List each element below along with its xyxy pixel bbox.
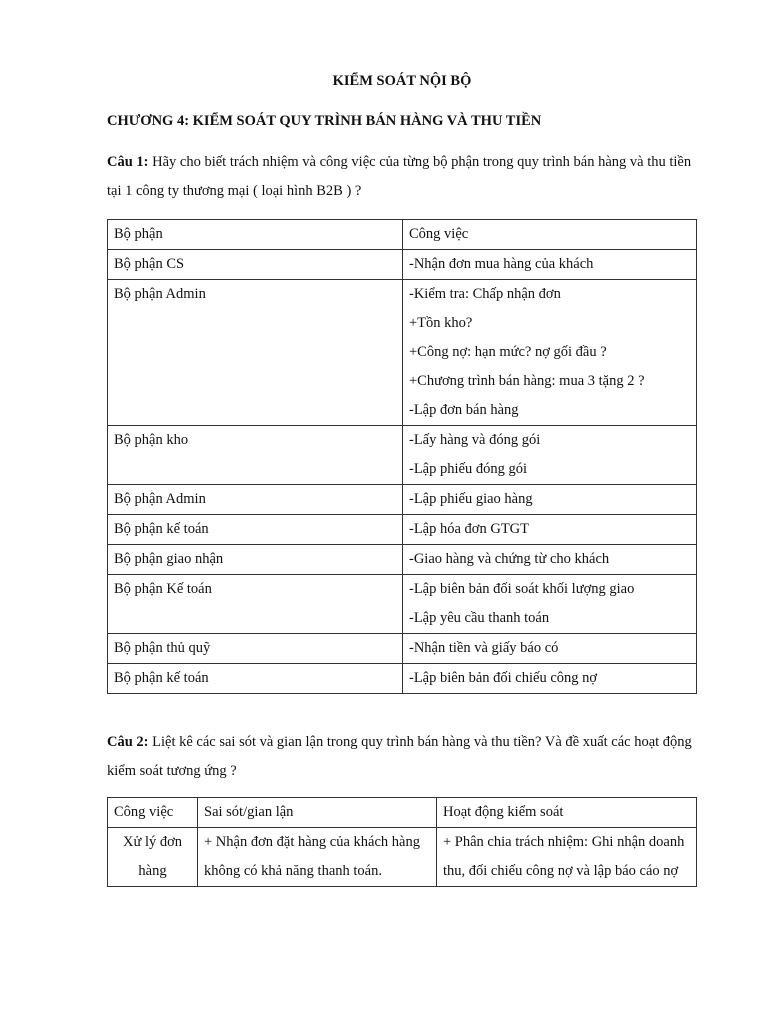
table-row [108, 426, 697, 485]
header-tasks: Công việc [403, 220, 697, 250]
tasks-cell [403, 280, 697, 426]
task-line: -Lập biên bản đối soát khối lượng giao [409, 581, 635, 597]
task-line: +Chương trình bán hàng: mua 3 tặng 2 ? [409, 373, 645, 389]
task-line: -Lập phiếu đóng gói [409, 461, 527, 477]
header-dept: Bộ phận [108, 220, 403, 250]
table-row [108, 634, 697, 664]
task-line: +Công nợ: hạn mức? nợ gối đầu ? [409, 344, 607, 360]
table-header-row [108, 798, 697, 828]
task-line: -Lấy hàng và đóng gói [409, 432, 541, 448]
task-cell: Xử lý đơn hàng [108, 828, 198, 887]
table-row [108, 280, 697, 426]
table-row [108, 250, 697, 280]
tasks-cell [403, 426, 697, 485]
errors-cell: + Nhận đơn đặt hàng của khách hàng không có khả năng thanh toán. [198, 828, 437, 887]
table-row [108, 575, 697, 634]
question-1-text: Hãy cho biết trách nhiệm và công việc của từng bộ phận trong quy trình bán hàng và thu tiền tại 1 công ty thương mại ( loại hình B2B ) ? [107, 154, 692, 199]
task-line: -Lập phiếu giao hàng [409, 491, 533, 507]
question-1-label: Câu 1: [107, 154, 149, 170]
question-2-text: Liệt kê các sai sót và gian lận trong quy trình bán hàng và thu tiền? Và đề xuất các hoạt động kiểm soát tương ứng ? [107, 734, 692, 779]
header-controls: Hoạt động kiểm soát [437, 798, 697, 828]
controls-cell: + Phân chia trách nhiệm: Ghi nhận doanh thu, đối chiếu công nợ và lập báo cáo nợ [437, 828, 697, 887]
tasks-cell [403, 575, 697, 634]
table-row [108, 828, 697, 887]
table-header-row [108, 220, 697, 250]
tasks-cell [403, 634, 697, 664]
question-1 [107, 148, 699, 206]
dept-cell: Bộ phận Kế toán [108, 575, 403, 634]
tasks-cell [403, 485, 697, 515]
header-errors: Sai sót/gian lận [198, 798, 437, 828]
task-line: +Tồn kho? [409, 315, 473, 331]
task-line: -Giao hàng và chứng từ cho khách [409, 551, 610, 567]
responsibility-table [107, 219, 697, 694]
question-2 [107, 728, 699, 786]
task-line: -Lập hóa đơn GTGT [409, 521, 530, 537]
controls-table [107, 797, 697, 887]
task-line: -Kiểm tra: Chấp nhận đơn [409, 286, 561, 302]
chapter-heading: CHƯƠNG 4: KIỂM SOÁT QUY TRÌNH BÁN HÀNG VÀ THU TIỀN [107, 113, 542, 129]
table-row [108, 545, 697, 575]
task-line: -Lập biên bản đối chiếu công nợ [409, 670, 598, 686]
dept-cell: Bộ phận Admin [108, 485, 403, 515]
task-line: -Lập đơn bán hàng [409, 402, 519, 418]
table-row [108, 664, 697, 694]
dept-cell: Bộ phận thủ quỹ [108, 634, 403, 664]
tasks-cell [403, 250, 697, 280]
dept-cell: Bộ phận Admin [108, 280, 403, 426]
dept-cell: Bộ phận kế toán [108, 515, 403, 545]
table-row [108, 515, 697, 545]
task-line: -Nhận tiền và giấy báo có [409, 640, 559, 656]
table-row [108, 485, 697, 515]
dept-cell: Bộ phận kho [108, 426, 403, 485]
question-2-label: Câu 2: [107, 734, 149, 750]
tasks-cell [403, 515, 697, 545]
dept-cell: Bộ phận CS [108, 250, 403, 280]
dept-cell: Bộ phận kế toán [108, 664, 403, 694]
task-line: -Nhận đơn mua hàng của khách [409, 256, 594, 272]
tasks-cell [403, 545, 697, 575]
tasks-cell [403, 664, 697, 694]
document-title: KIỂM SOÁT NỘI BỘ [332, 73, 472, 89]
header-task: Công việc [108, 798, 198, 828]
task-line: -Lập yêu cầu thanh toán [409, 610, 550, 626]
dept-cell: Bộ phận giao nhận [108, 545, 403, 575]
